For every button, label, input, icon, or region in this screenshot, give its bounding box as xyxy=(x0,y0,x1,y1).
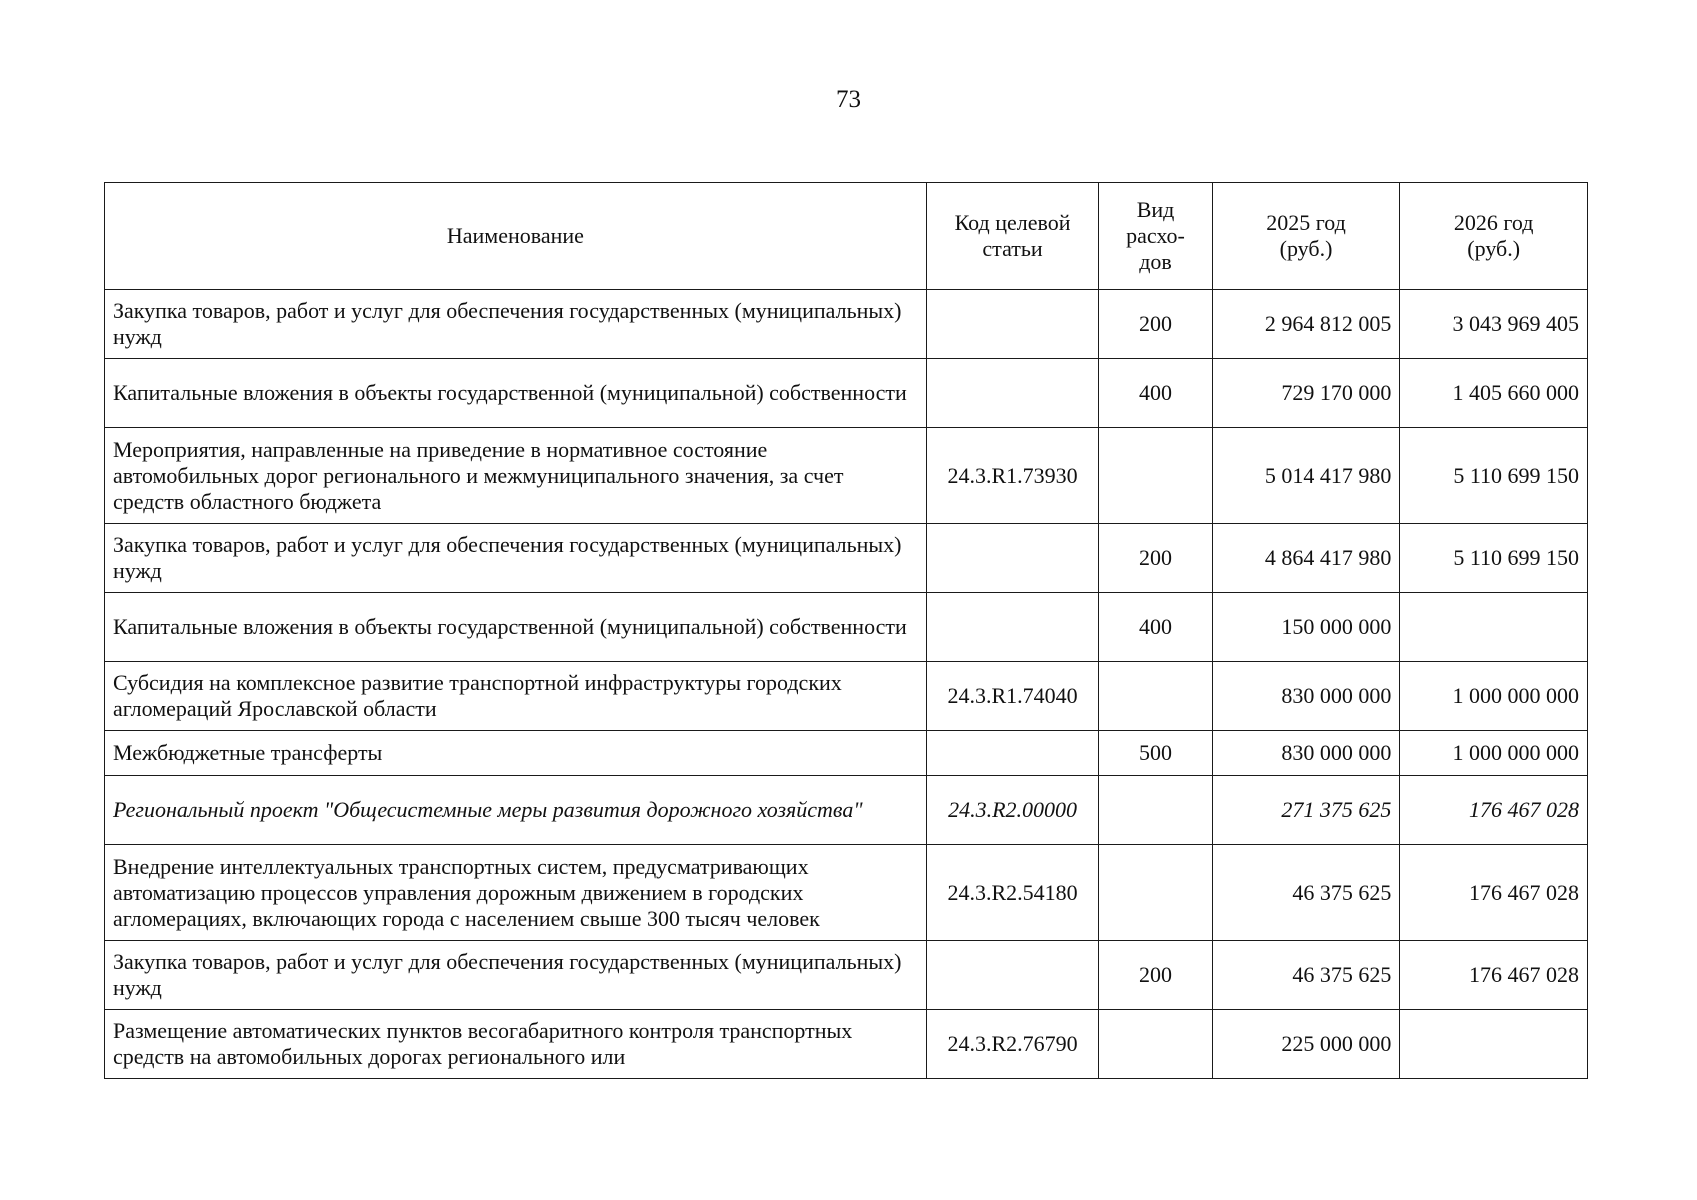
row-expense-type xyxy=(1099,776,1212,845)
row-name: Региональный проект "Общесистемные меры развития дорожного хозяйства" xyxy=(105,776,927,845)
row-code: 24.3.R2.76790 xyxy=(926,1010,1099,1079)
row-2025: 4 864 417 980 xyxy=(1212,524,1400,593)
row-code xyxy=(926,731,1099,776)
row-2026: 176 467 028 xyxy=(1400,845,1588,941)
row-2026: 176 467 028 xyxy=(1400,776,1588,845)
row-code: 24.3.R2.54180 xyxy=(926,845,1099,941)
row-expense-type: 400 xyxy=(1099,593,1212,662)
row-2026: 1 000 000 000 xyxy=(1400,731,1588,776)
row-2025: 2 964 812 005 xyxy=(1212,290,1400,359)
table-row xyxy=(105,524,1588,593)
row-code xyxy=(926,941,1099,1010)
row-2025: 225 000 000 xyxy=(1212,1010,1400,1079)
table-row xyxy=(105,428,1588,524)
row-2026: 176 467 028 xyxy=(1400,941,1588,1010)
row-2025: 5 014 417 980 xyxy=(1212,428,1400,524)
row-code xyxy=(926,359,1099,428)
table-row xyxy=(105,845,1588,941)
row-2026: 1 405 660 000 xyxy=(1400,359,1588,428)
header-expense-type: Вид расхо- дов xyxy=(1099,183,1212,290)
budget-table xyxy=(104,182,1588,1079)
row-name: Субсидия на комплексное развитие транспортной инфраструктуры городских агломераций Ярославской области xyxy=(105,662,927,731)
row-expense-type: 200 xyxy=(1099,941,1212,1010)
table-row xyxy=(105,290,1588,359)
row-2026: 5 110 699 150 xyxy=(1400,524,1588,593)
row-2026 xyxy=(1400,1010,1588,1079)
row-expense-type xyxy=(1099,662,1212,731)
table-row xyxy=(105,1010,1588,1079)
row-2025: 729 170 000 xyxy=(1212,359,1400,428)
row-2026: 1 000 000 000 xyxy=(1400,662,1588,731)
row-code xyxy=(926,524,1099,593)
row-2025: 46 375 625 xyxy=(1212,845,1400,941)
table-row xyxy=(105,776,1588,845)
row-code: 24.3.R1.74040 xyxy=(926,662,1099,731)
row-2026: 3 043 969 405 xyxy=(1400,290,1588,359)
row-expense-type xyxy=(1099,428,1212,524)
row-name: Закупка товаров, работ и услуг для обеспечения государственных (муниципальных) нужд xyxy=(105,290,927,359)
row-2025: 150 000 000 xyxy=(1212,593,1400,662)
row-name: Капитальные вложения в объекты государственной (муниципальной) собственности xyxy=(105,593,927,662)
row-2025: 271 375 625 xyxy=(1212,776,1400,845)
table-header-row xyxy=(105,183,1588,290)
row-name: Размещение автоматических пунктов весогабаритного контроля транспортных средств на автомобильных дорогах регионального или xyxy=(105,1010,927,1079)
row-code xyxy=(926,593,1099,662)
row-name: Мероприятия, направленные на приведение в нормативное состояние автомобильных дорог регионального и межмуниципального значения, за счет средств областного бюджета xyxy=(105,428,927,524)
header-2025: 2025 год (руб.) xyxy=(1212,183,1400,290)
row-code: 24.3.R2.00000 xyxy=(926,776,1099,845)
table-row xyxy=(105,593,1588,662)
table-row xyxy=(105,941,1588,1010)
row-name: Закупка товаров, работ и услуг для обеспечения государственных (муниципальных) нужд xyxy=(105,524,927,593)
header-2026: 2026 год (руб.) xyxy=(1400,183,1588,290)
table-row xyxy=(105,731,1588,776)
row-2025: 830 000 000 xyxy=(1212,731,1400,776)
row-expense-type: 500 xyxy=(1099,731,1212,776)
header-name: Наименование xyxy=(105,183,927,290)
row-name: Капитальные вложения в объекты государственной (муниципальной) собственности xyxy=(105,359,927,428)
row-name: Закупка товаров, работ и услуг для обеспечения государственных (муниципальных) нужд xyxy=(105,941,927,1010)
row-2025: 830 000 000 xyxy=(1212,662,1400,731)
row-2025: 46 375 625 xyxy=(1212,941,1400,1010)
row-expense-type xyxy=(1099,1010,1212,1079)
header-code: Код целевой статьи xyxy=(926,183,1099,290)
row-name: Внедрение интеллектуальных транспортных систем, предусматривающих автоматизацию процессов управления дорожным движением в городских агломерациях, включающих города с населением свыше 300 тысяч человек xyxy=(105,845,927,941)
row-expense-type: 200 xyxy=(1099,290,1212,359)
row-2026 xyxy=(1400,593,1588,662)
page-number: 73 xyxy=(836,86,861,113)
row-code xyxy=(926,290,1099,359)
row-expense-type: 400 xyxy=(1099,359,1212,428)
row-code: 24.3.R1.73930 xyxy=(926,428,1099,524)
row-name: Межбюджетные трансферты xyxy=(105,731,927,776)
row-expense-type xyxy=(1099,845,1212,941)
row-expense-type: 200 xyxy=(1099,524,1212,593)
row-2026: 5 110 699 150 xyxy=(1400,428,1588,524)
table-row xyxy=(105,359,1588,428)
table-row xyxy=(105,662,1588,731)
